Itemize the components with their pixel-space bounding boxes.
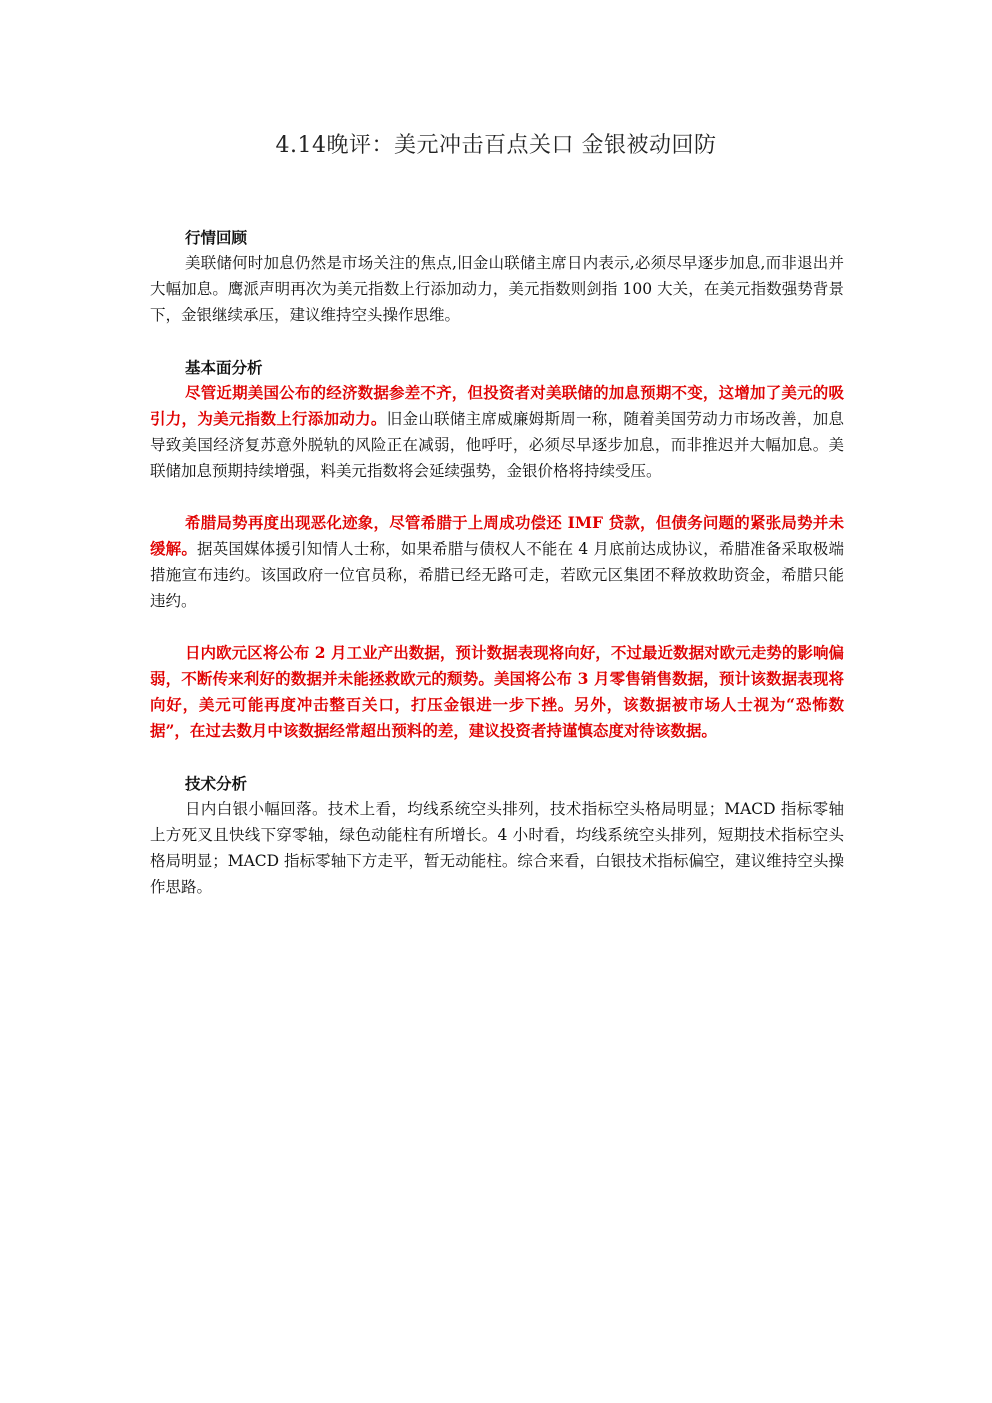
- paragraph: [150, 640, 844, 744]
- paragraph: [150, 380, 844, 484]
- section-market-review: [150, 226, 844, 328]
- paragraph: [150, 250, 844, 328]
- document-title: 4.14晚评：美元冲击百点关口 金银被动回防: [275, 133, 717, 158]
- paragraph: [150, 510, 844, 614]
- section-fundamental-analysis: [150, 356, 844, 744]
- section-heading: 基本面分析: [185, 359, 263, 377]
- paragraph-text: 据英国媒体援引知情人士称，如果希腊与债权人不能在 4 月底前达成协议，希腊准备采取极端措施宣布违约。该国政府一位官员称，希腊已经无路可走，若欧元区集团不释放救助资金，希腊只能违约。: [150, 540, 844, 610]
- section-heading: 技术分析: [185, 775, 248, 793]
- paragraph-highlight: 尽管近期美国公布的经济数据参差不齐，但投资者对美联储的加息预期不变，这增加了美元的吸引力，为美元指数上行添加动力。: [150, 383, 844, 428]
- paragraph-highlight: 日内欧元区将公布 2 月工业产出数据，预计数据表现将向好，不过最近数据对欧元走势的影响偏弱，不断传来利好的数据并未能拯救欧元的颓势。美国将公布 3 月零售销售数据，预计该数据表现将向好，美元可能再度冲击整百关口，打压金银进一步下挫。另外，该数据被市场人士视为“恐怖数据”，在过去数月中该数据经常超出预料的差，建议投资者持谨慎态度对待该数据。: [150, 643, 844, 740]
- paragraph: [150, 796, 844, 900]
- paragraph-text: 日内白银小幅回落。技术上看，均线系统空头排列，技术指标空头格局明显；MACD 指标零轴上方死叉且快线下穿零轴，绿色动能柱有所增长。4 小时看，均线系统空头排列，短期技术指标空头格局明显；MACD 指标零轴下方走平，暂无动能柱。综合来看，白银技术指标偏空，建议维持空头操作思路。: [150, 800, 844, 896]
- paragraph-text: 美联储何时加息仍然是市场关注的焦点,旧金山联储主席日内表示,必须尽早逐步加息,而非退出并大幅加息。鹰派声明再次为美元指数上行添加动力，美元指数则剑指 100 大关，在美元指数强势背景下，金银继续承压，建议维持空头操作思维。: [150, 254, 844, 324]
- section-heading: 行情回顾: [185, 229, 248, 247]
- document-body: [150, 226, 844, 900]
- section-technical-analysis: [150, 772, 844, 900]
- paragraph-text: 旧金山联储主席威廉姆斯周一称，随着美国劳动力市场改善，加息导致美国经济复苏意外脱轨的风险正在减弱，他呼吁，必须尽早逐步加息，而非推迟并大幅加息。美联储加息预期持续增强，料美元指数将会延续强势，金银价格将持续受压。: [150, 410, 844, 480]
- paragraph-highlight: 希腊局势再度出现恶化迹象，尽管希腊于上周成功偿还 IMF 贷款，但债务问题的紧张局势并未缓解。: [150, 513, 844, 558]
